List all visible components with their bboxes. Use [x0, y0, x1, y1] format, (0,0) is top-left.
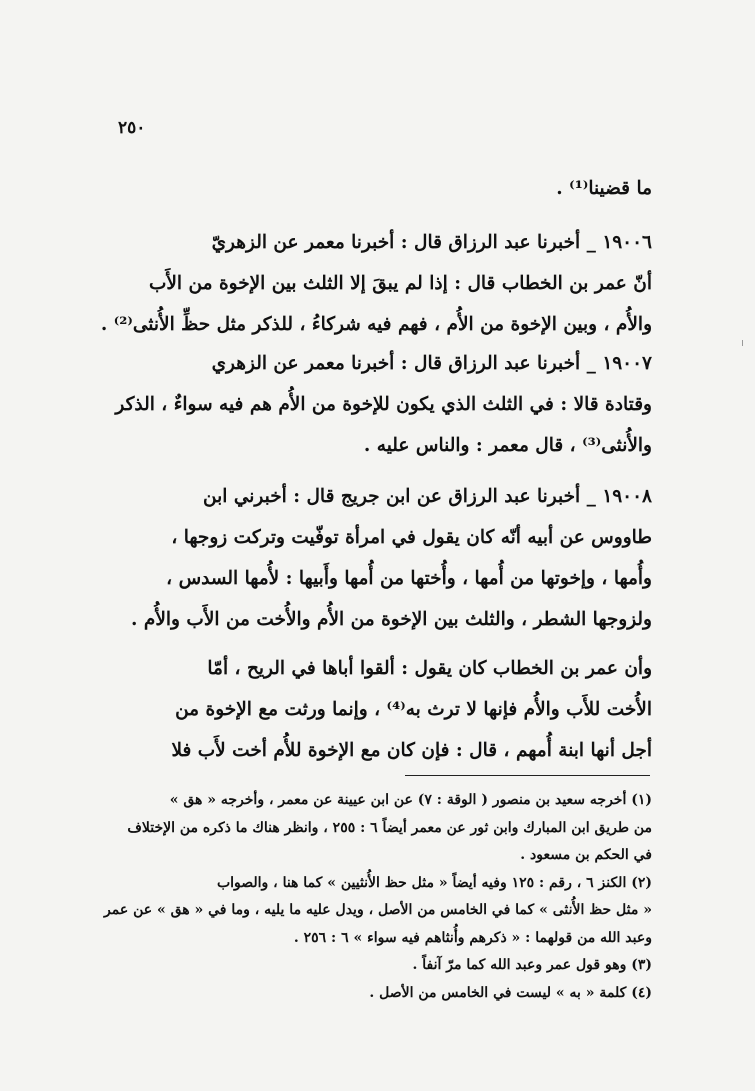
paragraph-19007: [112, 343, 652, 466]
text-line: والأُم ، وبين الإخوة من الأُم ، فهم فيه شركاءُ ، للذكر مثل حظِّ الأُنثى⁽²⁾ .: [100, 314, 652, 335]
footnote-divider: [405, 775, 650, 776]
paragraph-umar-saying: [112, 648, 652, 771]
paragraph-19008: [112, 476, 652, 640]
page-number: ٢٥٠: [118, 118, 146, 138]
text-line: وأن عمر بن الخطاب كان يقول : ألقوا أباها في الريح ، أمّا: [207, 658, 652, 679]
text-line: ١٩٠٠٨ _ أخبرنا عبد الرزاق عن ابن جريج قال : أخبرني ابن: [203, 486, 652, 507]
text-line: ١٩٠٠٦ _ أخبرنا عبد الرزاق قال : أخبرنا معمر عن الزهريّ: [211, 232, 652, 253]
text-line: والأُنثى⁽³⁾ ، قال معمر : والناس عليه .: [363, 435, 652, 456]
footnote-line: (٣) وهو قول عمر وعبد الله كما مرّ آنفاً .: [412, 957, 652, 973]
text-line: وقتادة قالا : في الثلث الذي يكون للإخوة من الأُم هم فيه سواءٌ ، الذكر: [115, 394, 652, 415]
text-line: ١٩٠٠٧ _ أخبرنا عبد الرزاق قال : أخبرنا معمر عن الزهري: [211, 353, 652, 374]
scan-artifact: [742, 340, 743, 346]
paragraph-continuation: [112, 168, 652, 209]
footnote-line: (١) أخرجه سعيد بن منصور ( الوقة : ٧) عن ابن عيينة عن معمر ، وأخرجه « هق »: [169, 792, 652, 808]
paragraph-19006: [100, 222, 652, 345]
footnote-line: وعبد الله من قولهما : « ذكرهم وأُنثاهم فيه سواء » ٦ : ٢٥٦ .: [293, 929, 652, 946]
footnote-line: في الحكم بن مسعود .: [520, 847, 652, 863]
text-line: ما قضينا⁽¹⁾ .: [556, 178, 652, 199]
text-line: أنّ عمر بن الخطاب قال : إذا لم يبقَ إلا الثلث بين الإخوة من الأَب: [148, 273, 652, 294]
text-line: طاووس عن أبيه أنّه كان يقول في امرأة توفّيت وتركت زوجها ،: [171, 527, 652, 548]
footnote-line: (٤) كلمة « به » ليست في الخامس من الأصل .: [369, 984, 652, 1001]
footnote-line: من طريق ابن المبارك وابن ثور عن معمر أيضاً ٦ : ٢٥٥ ، وانظر هناك ما ذكره من الإختلاف: [127, 819, 652, 836]
text-line: أجل أنها ابنة أُمهم ، قال : فإن كان مع الإخوة للأُم أخت لأَب فلا: [171, 740, 652, 761]
footnote-line: (٢) الكنز ٦ ، رقم : ١٢٥ وفيه أيضاً « مثل حظ الأُنثيين » كما هنا ، والصواب: [216, 874, 652, 891]
footnote-line: « مثل حظ الأُنثى » كما في الخامس من الأصل ، ويدل عليه ما يليه ، وما في « هق » عن عمر: [104, 902, 652, 918]
text-line: الأُخت للأَب والأُم فإنها لا ترث به⁽⁴⁾ ، وإنما ورثت مع الإخوة من: [175, 699, 652, 720]
footnotes: [104, 787, 652, 1007]
text-line: وأُمها ، وإخوتها من أُمها ، وأُختها من أُمها وأَبيها : لأُمها السدس ،: [166, 568, 652, 589]
text-line: ولزوجها الشطر ، والثلث بين الإخوة من الأُم والأُخت من الأَب والأُم .: [131, 609, 652, 630]
